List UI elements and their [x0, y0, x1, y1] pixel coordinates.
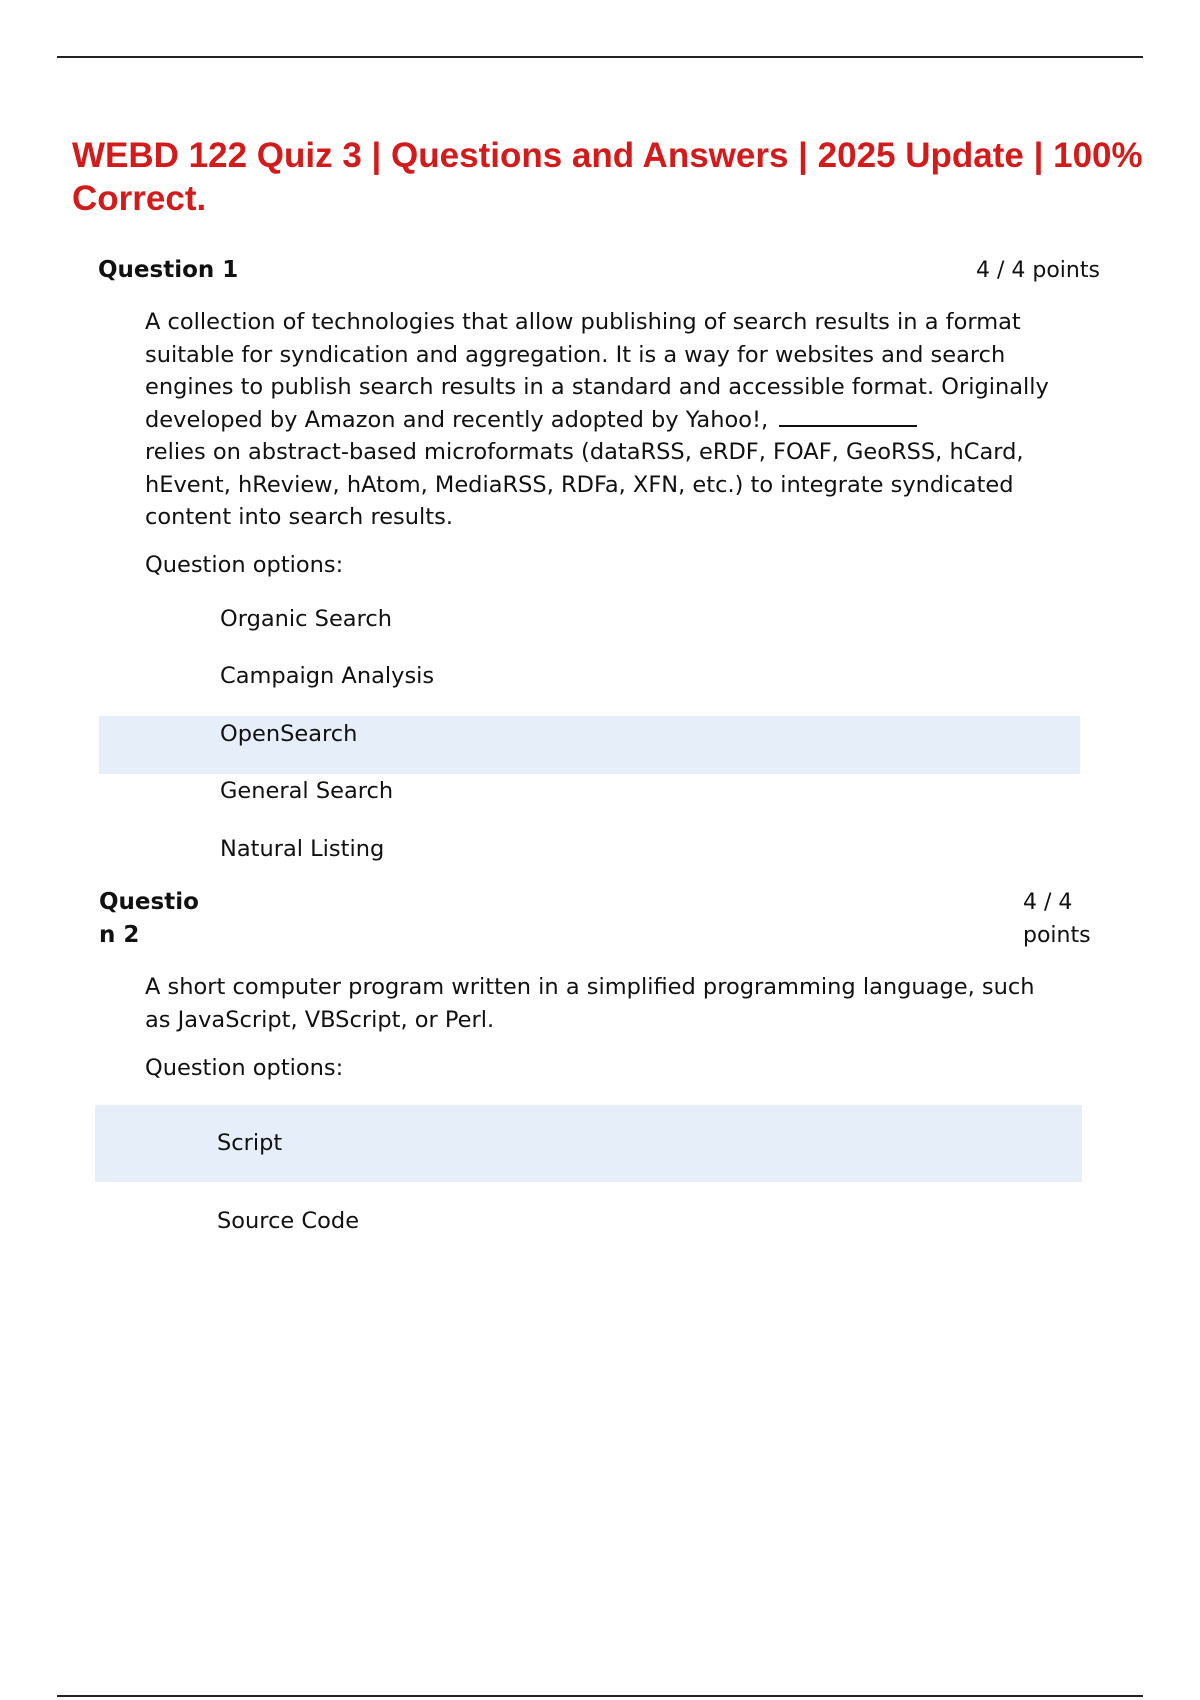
- answer-blank: [779, 407, 917, 427]
- option-script-selected[interactable]: [95, 1105, 1082, 1182]
- question-heading: Question 1: [98, 257, 239, 283]
- question-text: A short computer program written in a simplified programming language, such as JavaScript, VBScript, or Perl.: [145, 974, 1035, 1033]
- question-points-line-2: points: [1023, 923, 1091, 948]
- question-text: [145, 306, 1093, 534]
- question-points-line-1: 4 / 4: [1023, 890, 1073, 915]
- document-title: WEBD 122 Quiz 3 | Questions and Answers | 2025 Update | 100% Correct.: [72, 136, 1143, 218]
- option-campaign-analysis[interactable]: Campaign Analysis: [220, 663, 435, 689]
- option-general-search[interactable]: General Search: [220, 778, 394, 804]
- option-label: OpenSearch: [220, 721, 358, 747]
- top-divider: [57, 56, 1143, 58]
- question-heading-line-1: Questio: [99, 889, 199, 915]
- options-label: Question options:: [145, 552, 344, 578]
- option-source-code[interactable]: Source Code: [217, 1208, 360, 1234]
- bottom-divider: [57, 1695, 1143, 1697]
- option-natural-listing[interactable]: Natural Listing: [220, 836, 385, 862]
- question-heading-line-2: n 2: [99, 922, 140, 948]
- option-label: Script: [217, 1130, 283, 1156]
- question-text-after-blank: relies on abstract-based microformats (dataRSS, eRDF, FOAF, GeoRSS, hCard, hEvent, hReview, hAtom, MediaRSS, RDFa, XFN, etc.) to integrate syndicated content into search results.: [145, 439, 1024, 530]
- question-text-before-blank: A collection of technologies that allow publishing of search results in a format suitable for syndication and aggregation. It is a way for websites and search engines to publish search results in a standard and accessible format. Originally developed by Amazon and recently adopted by Yahoo!,: [145, 309, 1049, 433]
- options-label: Question options:: [145, 1055, 344, 1081]
- option-opensearch-selected[interactable]: [99, 716, 1080, 774]
- question-points: 4 / 4 points: [976, 258, 1100, 283]
- option-organic-search[interactable]: Organic Search: [220, 606, 392, 632]
